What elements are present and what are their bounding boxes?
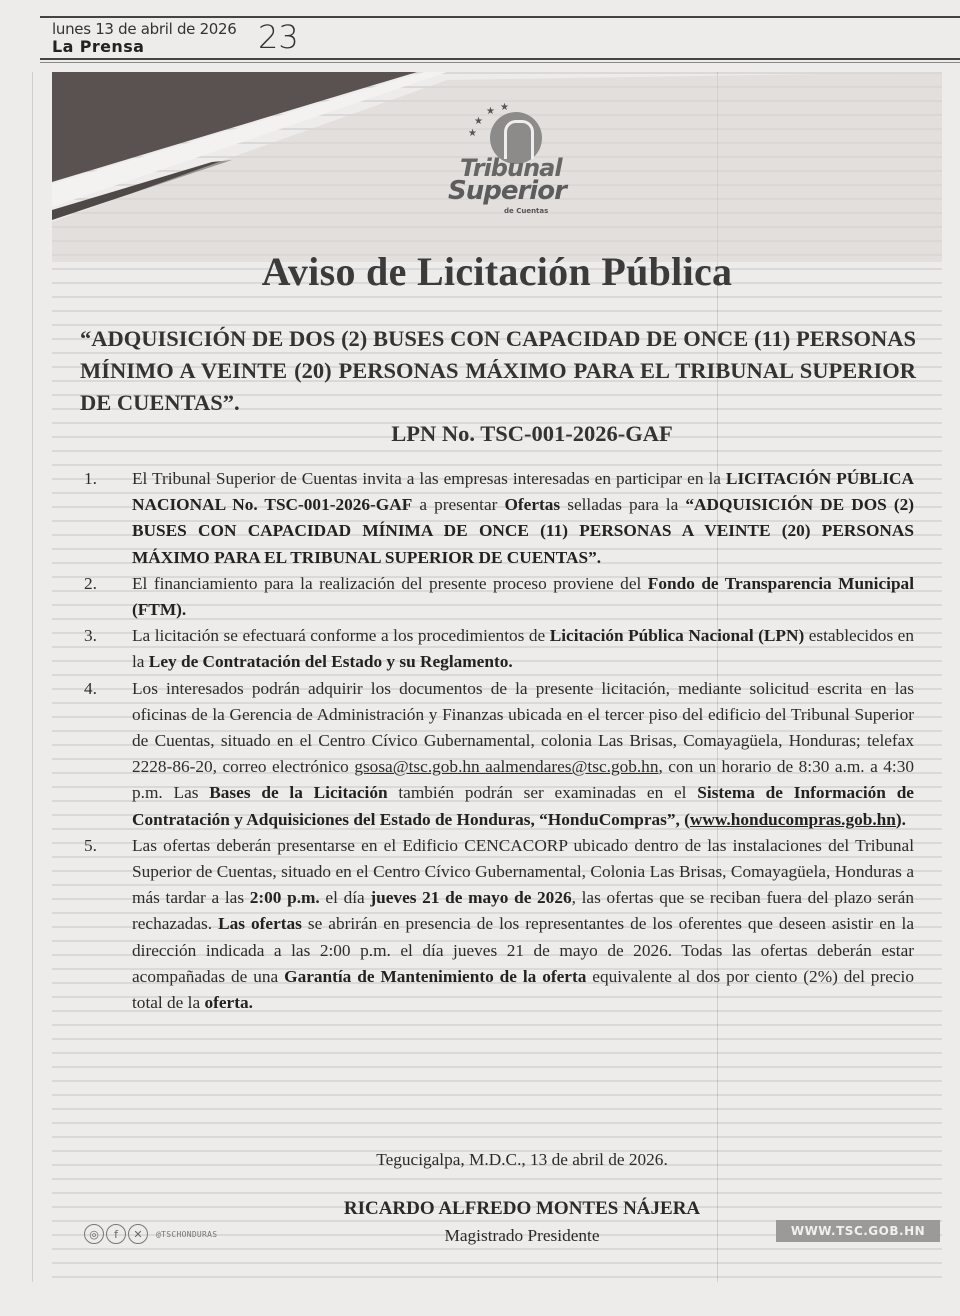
page-number: 23: [258, 18, 299, 56]
item-number: 5.: [84, 835, 97, 855]
item-number: 1.: [84, 469, 97, 488]
item-text: El Tribunal Superior de Cuentas invita a las empresas interesadas en participar en la: [132, 469, 726, 488]
signer-name: RICARDO ALFREDO MONTES NÁJERA: [343, 1198, 701, 1219]
item-text-bold: jueves 21 de mayo de 2026: [370, 888, 572, 908]
item-text: Los interesados podrán adquirir los documentos de la presente licitación, mediante solicitud escrita en las oficinas de la Gerencia de Administración y Finanzas ubicada en el tercer piso del edificio del Tribunal Superior de Cuentas, situado en el Centro Cívico Gubernamental, colonia Las Brisas, Comayagüela, Honduras; telefax 2228-86-20, correo electrónico: [132, 678, 914, 777]
item-text: El financiamiento para la realización del presente proceso proviene del: [132, 573, 648, 593]
item-text-bold: LICITACIÓN PÚBLICA NACIONAL No. TSC-001-2026-GAF: [132, 469, 914, 515]
notice-item: [78, 571, 914, 623]
star-icon: ★: [500, 102, 509, 113]
signer-role: Magistrado Presidente: [444, 1226, 600, 1245]
notice-subtitle: “ADQUISICIÓN DE DOS (2) BUSES CON CAPACIDAD DE ONCE (11) PERSONAS MÍNIMO A VEINTE (20) PERSONAS MÁXIMO PARA EL TRIBUNAL SUPERIOR DE CUENTAS”.: [80, 326, 916, 415]
tsc-logo: [442, 104, 592, 234]
website-badge[interactable]: WWW.TSC.GOB.HN: [776, 1220, 940, 1242]
logo-text-line3: de Cuentas: [504, 207, 549, 215]
star-icon: ★: [468, 128, 477, 139]
header-bottom-rule: [40, 58, 960, 60]
item-text-bold: ).: [895, 809, 906, 829]
item-text-bold: Ley de Contratación del Estado y su Reglamento.: [148, 652, 513, 672]
item-number: 2.: [84, 573, 97, 593]
item-text: Las ofertas deberán presentarse en el Edificio CENCACORP ubicado dentro de las instalaciones del Tribunal Superior de Cuentas, situado en el Centro Cívico Gubernamental, Colonia Las Brisas, Comayagüela, Honduras a más tardar a las: [132, 835, 914, 908]
item-text: La licitación se efectuará conforme a los procedimientos de: [132, 626, 550, 646]
item-text-bold: Garantía de Mantenimiento de la oferta: [284, 966, 587, 986]
item-text-bold: Sistema de Información de Contratación y Adquisiciones del Estado de Honduras, “HonduCompras”, (: [132, 783, 914, 829]
notice-item: [78, 466, 914, 571]
item-text-bold: 2:00 p.m.: [249, 888, 320, 908]
item-number: 3.: [84, 626, 97, 646]
item-text-bold: Las ofertas: [218, 914, 302, 934]
item-text-bold: Bases de la Licitación: [209, 783, 388, 803]
notice-item: [78, 676, 914, 833]
item-text-bold: oferta.: [204, 993, 253, 1013]
item-text-bold: “ADQUISICIÓN DE DOS (2) BUSES CON CAPACIDAD MÍNIMA DE ONCE (11) PERSONAS A VEINTE (20) PERSONAS MÁXIMO PARA EL TRIBUNAL SUPERIOR DE CUENTAS”.: [132, 495, 914, 567]
social-handle[interactable]: @TSCHONDURAS: [156, 1229, 218, 1239]
logo-text-line2: Superior: [448, 176, 566, 206]
header-top-rule: [40, 16, 960, 18]
item-link[interactable]: www.honducompras.gob.hn: [689, 809, 896, 829]
item-text: , con un horario de 8:30 a.m. a 4:30 p.m. Las: [132, 757, 914, 803]
item-text: equivalente al dos por ciento (2%) del precio total de la: [132, 966, 914, 1013]
header-banner: [52, 72, 942, 262]
item-link[interactable]: gsosa@tsc.gob.hn aalmendares@tsc.gob.hn: [354, 757, 659, 777]
instagram-icon[interactable]: ◎: [84, 1224, 104, 1244]
newspaper-page-header: [0, 0, 960, 62]
facebook-icon[interactable]: f: [106, 1224, 126, 1244]
notice-item: [78, 833, 914, 1016]
logo-text-line1: Tribunal: [460, 154, 562, 182]
item-number: 4.: [84, 678, 97, 698]
header-bottom-thin-rule: [40, 62, 960, 63]
item-text: a presentar: [412, 495, 505, 515]
item-text: selladas para la: [560, 495, 686, 515]
issue-date: lunes 13 de abril de 2026: [52, 20, 237, 38]
item-text: , las ofertas que se reciban fuera del plazo serán rechazadas.: [132, 888, 914, 934]
social-media-bar: [84, 1224, 217, 1244]
star-icon: ★: [486, 106, 495, 117]
item-text: se abrirán en presencia de los representantes de los oferentes que deseen asistir en la dirección indicada a las 2:00 p.m. el día jueves 21 de mayo de 2026. Todas las ofertas deberán estar acompañadas de una: [132, 914, 914, 986]
item-text-bold: Ofertas: [504, 495, 561, 515]
notice-items-list: [78, 466, 914, 1016]
notice-item: [78, 623, 914, 675]
place-and-date: Tegucigalpa, M.D.C., 13 de abril de 2026.: [376, 1150, 668, 1169]
item-text-bold: Fondo de Transparencia Municipal (FTM).: [132, 573, 914, 620]
notice-title: Aviso de Licitación Pública: [261, 249, 733, 294]
star-icon: ★: [474, 116, 483, 127]
item-text-bold: Licitación Pública Nacional (LPN): [549, 626, 805, 646]
newspaper-name: La Prensa: [52, 37, 145, 56]
column-divider: [32, 72, 33, 1282]
item-text: también podrán ser examinadas en el: [387, 783, 698, 803]
item-text: establecidos en la: [132, 626, 914, 672]
item-text: el día: [319, 888, 371, 908]
tender-reference: LPN No. TSC-001-2026-GAF: [391, 421, 673, 446]
public-notice-ad: [52, 72, 942, 1282]
x-icon[interactable]: ✕: [128, 1224, 148, 1244]
